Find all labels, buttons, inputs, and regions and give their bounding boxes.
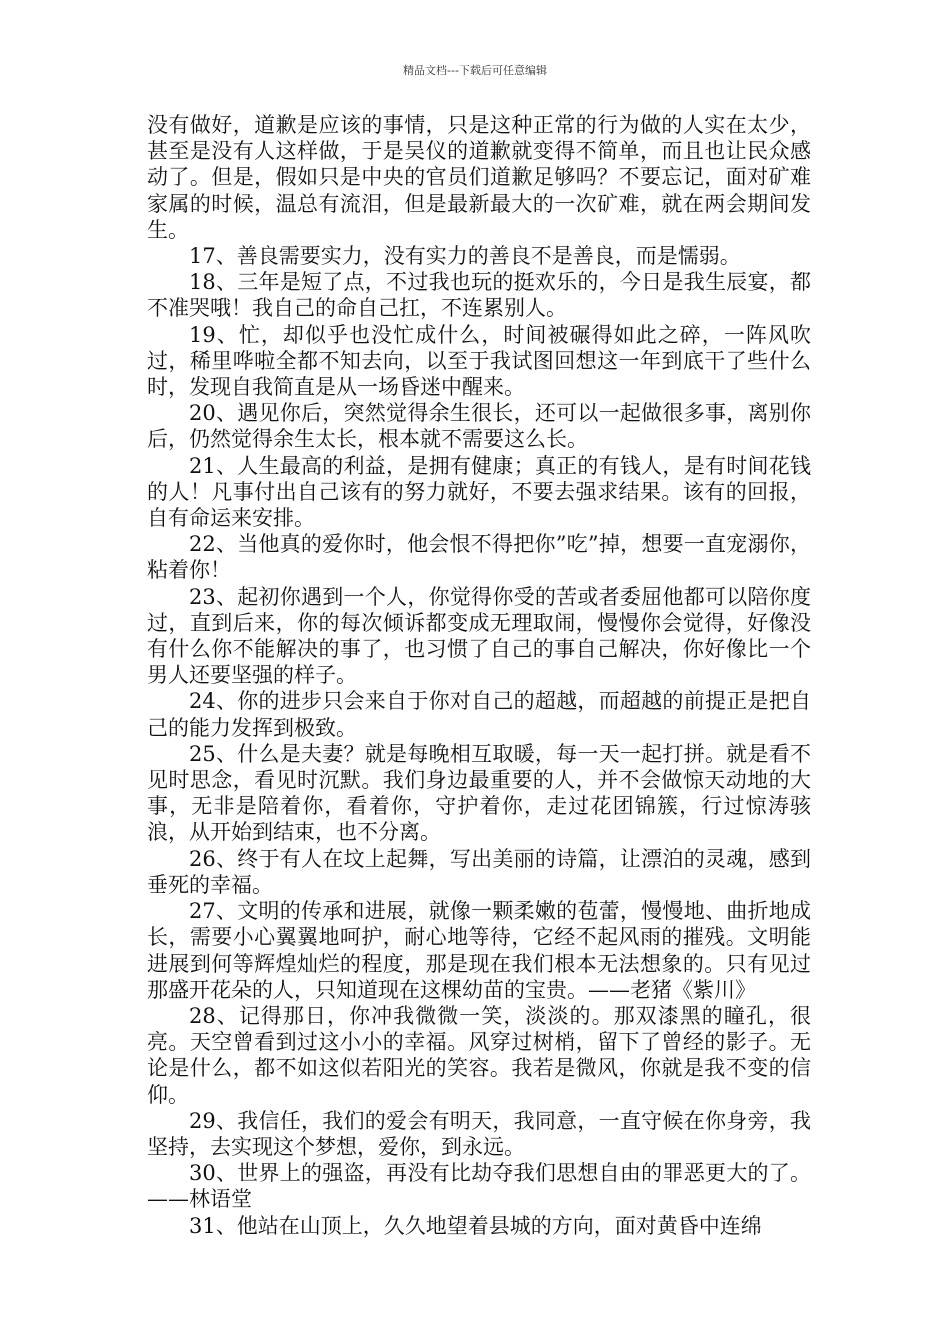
paragraph-20: 20、遇见你后，突然觉得余生很长，还可以一起做很多事，离别你后，仍然觉得余生太长，根本就不需要这么长。: [147, 401, 811, 452]
document-body: [147, 112, 811, 1239]
paragraph-29: 29、我信任，我们的爱会有明天，我同意，一直守候在你身旁，我坚持，去实现这个梦想，爱你，到永远。: [147, 1108, 811, 1159]
paragraph-22: 22、当他真的爱你时，他会恨不得把你”吃”掉，想要一直宠溺你，粘着你！: [147, 532, 811, 583]
paragraph-continued: 没有做好，道歉是应该的事情，只是这种正常的行为做的人实在太少，甚至是没有人这样做，于是吴仪的道歉就变得不简单，而且也让民众感动了。但是，假如只是中央的官员们道歉足够吗？不要忘记，面对矿难家属的时候，温总有流泪，但是最新最大的一次矿难，就在两会期间发生。: [147, 113, 811, 242]
paragraph-26: 26、终于有人在坟上起舞，写出美丽的诗篇，让漂泊的灵魂，感到垂死的幸福。: [147, 846, 811, 897]
paragraph-17: 17、善良需要实力，没有实力的善良不是善良，而是懦弱。: [189, 244, 741, 269]
paragraph-19: 19、忙，却似乎也没忙成什么，时间被碾得如此之碎，一阵风吹过，稀里哗啦全都不知去向，以至于我试图回想这一年到底干了些什么时，发现自我简直是从一场昏迷中醒来。: [147, 322, 811, 400]
paragraph-27: 27、文明的传承和进展，就像一颗柔嫩的苞蕾，慢慢地、曲折地成长，需要小心翼翼地呵护，耐心地等待，它经不起风雨的摧残。文明能进展到何等辉煌灿烂的程度，那是现在我们根本无法想象的。只有见过那盛开花朵的人，只知道现在这棵幼苗的宝贵。——老猪《紫川》: [147, 899, 811, 1002]
paragraph-30: 30、世界上的强盗，再没有比劫夺我们思想自由的罪恶更大的了。——林语堂: [147, 1161, 811, 1212]
paragraph-31: 31、他站在山顶上，久久地望着县城的方向，面对黄昏中连绵: [189, 1213, 762, 1238]
paragraph-23: 23、起初你遇到一个人，你觉得你受的苦或者委屈他都可以陪你度过，直到后来，你的每次倾诉都变成无理取闹，慢慢你会觉得，好像没有什么你不能解决的事了，也习惯了自己的事自己解决，你好像比一个男人还要坚强的样子。: [147, 584, 811, 688]
paragraph-18: 18、三年是短了点，不过我也玩的挺欢乐的，今日是我生辰宴，都不准哭哦！我自己的命自己扛，不连累别人。: [147, 270, 811, 321]
page-header: 精品文档---下载后可任意编辑: [403, 64, 547, 77]
paragraph-28: 28、记得那日，你冲我微微一笑，淡淡的。那双漆黑的瞳孔，很亮。天空曾看到过这小小的幸福。风穿过树梢，留下了曾经的影子。无论是什么，都不如这似若阳光的笑容。我若是微风，你就是我不变的信仰。: [147, 1003, 811, 1107]
paragraph-24: 24、你的进步只会来自于你对自己的超越，而超越的前提正是把自己的能力发挥到极致。: [147, 689, 811, 740]
paragraph-21: 21、人生最高的利益，是拥有健康；真正的有钱人，是有时间花钱的人！凡事付出自己该有的努力就好，不要去强求结果。该有的回报，自有命运来安排。: [147, 453, 811, 531]
paragraph-25: 25、什么是夫妻？就是每晚相互取暖，每一天一起打拼。就是看不见时思念，看见时沉默。我们身边最重要的人，并不会做惊天动地的大事，无非是陪着你，看着你，守护着你，走过花团锦簇，行过惊涛骇浪，从开始到结束，也不分离。: [147, 741, 811, 845]
